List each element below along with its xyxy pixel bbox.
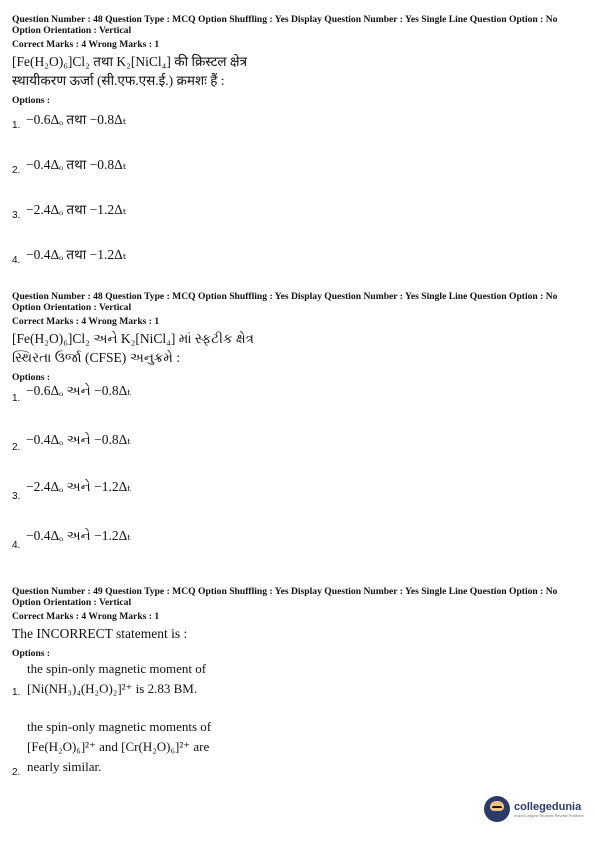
question-49 [12, 586, 587, 777]
collegedunia-logo [484, 796, 584, 822]
option-number: 1. [12, 120, 21, 131]
option-2[interactable] [12, 155, 587, 200]
option-text: −0.4Δₒ અને −0.8Δₜ [26, 432, 131, 447]
option-number: 1. [12, 687, 21, 698]
option-text: −0.6Δₒ तथा −0.8Δₜ [26, 112, 127, 127]
question-line-2: स्थायीकरण ऊर्जा (सी.एफ.एस.ई.) क्रमशः हैं : [12, 73, 225, 88]
options-label: Options : [12, 372, 51, 383]
question-line-1: [Fe(H₂O)₆]Cl₂ तथा K₂[NiCl₄] की क्रिस्टल क्षेत्र [12, 54, 248, 69]
option-text-line-2: [Fe(H₂O)₆]²⁺ and [Cr(H₂O)₆]²⁺ are [27, 739, 210, 754]
marks-line: Correct Marks : 4 Wrong Marks : 1 [12, 316, 160, 327]
option-text: −0.4Δₒ અને −1.2Δₜ [26, 528, 131, 543]
options-label: Options : [12, 648, 51, 659]
logo-name: collegedunia [514, 800, 582, 813]
question-line-2: સ્થિરતા ઉર્જા (CFSE) અનુક્રમે : [12, 350, 181, 365]
option-3[interactable] [12, 200, 587, 245]
question-meta: Question Number : 48 Question Type : MCQ Option Shuffling : Yes Display Question Number : Yes Single Line Question Option : No Option Orientation : Vertical [12, 14, 558, 36]
option-number: 4. [12, 540, 21, 551]
option-1[interactable] [12, 659, 587, 711]
option-number: 2. [12, 165, 21, 176]
option-4[interactable] [12, 245, 587, 290]
question-line-1: [Fe(H₂O)₆]Cl₂ અને K₂[NiCl₄] માં સ્ફટીક ક્ષેત્ર [12, 331, 254, 346]
option-text: −0.4Δₒ तथा −1.2Δₜ [26, 247, 127, 262]
option-text-line-1: the spin-only magnetic moments of [27, 719, 212, 734]
marks-line: Correct Marks : 4 Wrong Marks : 1 [12, 611, 160, 622]
option-3[interactable] [12, 473, 587, 518]
question-meta: Question Number : 49 Question Type : MCQ Option Shuffling : Yes Display Question Number : Yes Single Line Question Option : No Option Orientation : Vertical [12, 586, 558, 608]
option-text: −2.4Δₒ અને −1.2Δₜ [26, 479, 131, 494]
option-text: −0.4Δₒ तथा −0.8Δₜ [26, 157, 127, 172]
question-text [12, 52, 587, 90]
student-mascot-icon [484, 796, 510, 822]
option-2[interactable] [12, 428, 587, 473]
option-text-line-3: nearly similar. [27, 759, 102, 774]
question-meta: Question Number : 48 Question Type : MCQ Option Shuffling : Yes Display Question Number : Yes Single Line Question Option : No Option Orientation : Vertical [12, 291, 558, 313]
option-4[interactable] [12, 518, 587, 563]
option-2[interactable] [12, 717, 587, 777]
option-number: 3. [12, 210, 21, 221]
option-number: 1. [12, 393, 21, 404]
question-48-hindi [12, 14, 587, 290]
marks-line: Correct Marks : 4 Wrong Marks : 1 [12, 39, 160, 50]
option-number: 3. [12, 491, 21, 502]
question-text: The INCORRECT statement is : [12, 626, 188, 641]
option-text: −2.4Δₒ तथा −1.2Δₜ [26, 202, 127, 217]
option-number: 4. [12, 255, 21, 266]
option-number: 2. [12, 442, 21, 453]
logo-tagline: India's largest Student Review Platform [514, 812, 584, 818]
options-label: Options : [12, 95, 51, 106]
option-number: 2. [12, 767, 21, 778]
option-text-line-2: [Ni(NH₃)₄(H₂O)₂]²⁺ is 2.83 BM. [27, 681, 198, 696]
question-text [12, 329, 587, 367]
option-text-line-1: the spin-only magnetic moment of [27, 661, 207, 676]
option-1[interactable] [12, 383, 587, 428]
question-48-gujarati [12, 291, 587, 563]
option-text: −0.6Δₒ અને −0.8Δₜ [26, 383, 131, 398]
option-1[interactable] [12, 110, 587, 155]
